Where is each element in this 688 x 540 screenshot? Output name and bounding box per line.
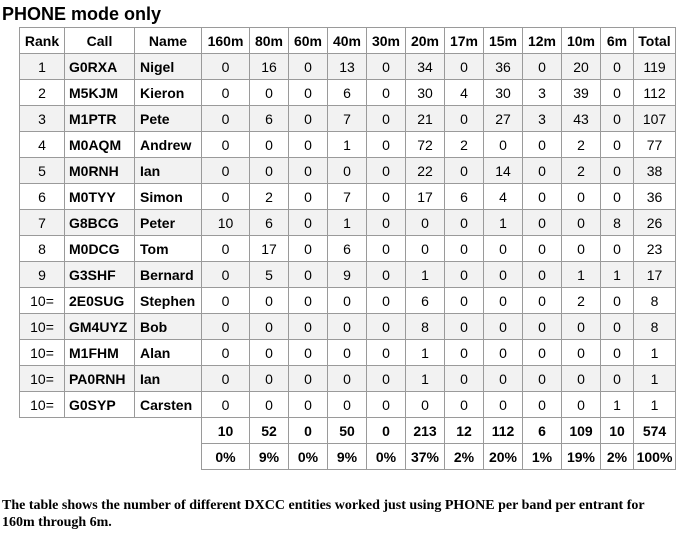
band-cell: 0 [484, 236, 523, 262]
band-cell: 22 [406, 158, 445, 184]
band-cell: 0 [202, 106, 250, 132]
total-cell: 0 [367, 418, 406, 444]
total-cell: 8 [634, 314, 676, 340]
name-cell: Peter [135, 210, 202, 236]
header-row [20, 28, 676, 54]
total-cell: 26 [634, 210, 676, 236]
band-cell: 0 [202, 314, 250, 340]
band-cell: 0 [523, 314, 562, 340]
name-cell: Bob [135, 314, 202, 340]
callsign-cell: PA0RNH [65, 366, 135, 392]
header-cell: 40m [328, 28, 367, 54]
table-row [20, 288, 676, 314]
callsign-cell: GM4UYZ [65, 314, 135, 340]
band-cell: 0 [202, 184, 250, 210]
percent-cell: 19% [562, 444, 601, 470]
rank-cell: 7 [20, 210, 65, 236]
band-cell: 17 [250, 236, 289, 262]
band-cell: 0 [601, 340, 634, 366]
band-cell: 0 [523, 340, 562, 366]
band-cell: 0 [328, 366, 367, 392]
header-cell: 6m [601, 28, 634, 54]
table-row [20, 106, 676, 132]
band-cell: 21 [406, 106, 445, 132]
table-row [20, 80, 676, 106]
band-cell: 0 [445, 106, 484, 132]
name-cell: Stephen [135, 288, 202, 314]
name-cell: Tom [135, 236, 202, 262]
band-cell: 2 [562, 132, 601, 158]
rank-cell: 10= [20, 366, 65, 392]
header-cell: 17m [445, 28, 484, 54]
callsign-cell: M1FHM [65, 340, 135, 366]
callsign-cell: G3SHF [65, 262, 135, 288]
band-cell: 0 [250, 366, 289, 392]
total-cell: 0 [289, 418, 328, 444]
callsign-cell: G0RXA [65, 54, 135, 80]
band-cell: 10 [202, 210, 250, 236]
band-cell: 0 [328, 314, 367, 340]
percent-cell: 100% [634, 444, 676, 470]
band-cell: 0 [289, 262, 328, 288]
band-cell: 0 [289, 80, 328, 106]
name-cell: Nigel [135, 54, 202, 80]
band-cell: 0 [445, 314, 484, 340]
band-cell: 2 [250, 184, 289, 210]
band-cell: 0 [562, 184, 601, 210]
band-cell: 0 [523, 132, 562, 158]
totals-row [20, 418, 676, 444]
name-cell: Ian [135, 158, 202, 184]
band-cell: 30 [406, 80, 445, 106]
callsign-cell: G8BCG [65, 210, 135, 236]
band-cell: 1 [406, 366, 445, 392]
band-cell: 0 [601, 132, 634, 158]
total-cell: 109 [562, 418, 601, 444]
band-cell: 0 [484, 392, 523, 418]
rank-cell: 5 [20, 158, 65, 184]
band-cell: 0 [601, 106, 634, 132]
band-cell: 0 [445, 236, 484, 262]
band-cell: 0 [523, 210, 562, 236]
band-cell: 0 [289, 340, 328, 366]
band-cell: 0 [523, 262, 562, 288]
band-cell: 0 [289, 210, 328, 236]
band-cell: 4 [484, 184, 523, 210]
band-cell: 0 [562, 392, 601, 418]
rank-cell: 1 [20, 54, 65, 80]
band-cell: 0 [250, 158, 289, 184]
band-cell: 0 [523, 236, 562, 262]
total-cell: 10 [202, 418, 250, 444]
name-cell: Kieron [135, 80, 202, 106]
total-cell: 17 [634, 262, 676, 288]
band-cell: 0 [484, 314, 523, 340]
total-cell: 77 [634, 132, 676, 158]
header-cell: Total [634, 28, 676, 54]
band-cell: 0 [562, 314, 601, 340]
band-cell: 0 [202, 158, 250, 184]
band-cell: 0 [289, 314, 328, 340]
band-cell: 0 [250, 340, 289, 366]
band-cell: 0 [445, 340, 484, 366]
band-cell: 0 [406, 236, 445, 262]
band-cell: 0 [523, 54, 562, 80]
band-cell: 72 [406, 132, 445, 158]
total-cell: 6 [523, 418, 562, 444]
band-cell: 0 [289, 184, 328, 210]
band-cell: 1 [406, 262, 445, 288]
band-cell: 0 [562, 366, 601, 392]
band-cell: 0 [289, 366, 328, 392]
band-cell: 0 [250, 392, 289, 418]
total-cell: 574 [634, 418, 676, 444]
table-body [20, 54, 676, 418]
band-cell: 0 [601, 236, 634, 262]
percent-cell: 1% [523, 444, 562, 470]
header-cell: 15m [484, 28, 523, 54]
band-cell: 0 [367, 80, 406, 106]
totals-spacer [20, 418, 202, 444]
callsign-cell: M5KJM [65, 80, 135, 106]
band-cell: 0 [601, 158, 634, 184]
header-cell: 80m [250, 28, 289, 54]
band-cell: 0 [523, 158, 562, 184]
band-cell: 0 [367, 106, 406, 132]
table-row [20, 158, 676, 184]
band-cell: 6 [250, 106, 289, 132]
band-cell: 0 [289, 54, 328, 80]
header-cell: Rank [20, 28, 65, 54]
band-cell: 0 [523, 392, 562, 418]
band-cell: 6 [250, 210, 289, 236]
percent-cell: 37% [406, 444, 445, 470]
band-cell: 0 [250, 314, 289, 340]
band-cell: 36 [484, 54, 523, 80]
rank-cell: 10= [20, 288, 65, 314]
band-cell: 0 [367, 366, 406, 392]
band-cell: 3 [523, 106, 562, 132]
header-cell: 60m [289, 28, 328, 54]
band-cell: 0 [601, 80, 634, 106]
band-cell: 0 [367, 158, 406, 184]
band-cell: 0 [367, 288, 406, 314]
band-cell: 7 [328, 184, 367, 210]
band-cell: 5 [250, 262, 289, 288]
band-cell: 0 [202, 80, 250, 106]
band-cell: 27 [484, 106, 523, 132]
total-cell: 23 [634, 236, 676, 262]
band-cell: 4 [445, 80, 484, 106]
callsign-cell: M0DCG [65, 236, 135, 262]
band-cell: 0 [601, 184, 634, 210]
percent-cell: 9% [250, 444, 289, 470]
band-cell: 0 [523, 366, 562, 392]
band-cell: 3 [523, 80, 562, 106]
table-row [20, 340, 676, 366]
band-cell: 9 [328, 262, 367, 288]
band-cell: 1 [328, 210, 367, 236]
table-row [20, 366, 676, 392]
header-cell: 20m [406, 28, 445, 54]
band-cell: 1 [562, 262, 601, 288]
band-cell: 0 [484, 132, 523, 158]
table-description: The table shows the number of different DXCC entities worked just using PHONE per band per entrant for 160m through 6m. [2, 498, 645, 530]
table-row [20, 314, 676, 340]
band-cell: 1 [601, 392, 634, 418]
band-cell: 0 [367, 340, 406, 366]
band-cell: 6 [328, 236, 367, 262]
callsign-cell: M1PTR [65, 106, 135, 132]
band-cell: 14 [484, 158, 523, 184]
rank-cell: 9 [20, 262, 65, 288]
band-cell: 0 [484, 288, 523, 314]
percent-cell: 0% [367, 444, 406, 470]
table-row [20, 54, 676, 80]
band-cell: 0 [484, 366, 523, 392]
band-cell: 0 [328, 288, 367, 314]
callsign-cell: 2E0SUG [65, 288, 135, 314]
callsign-cell: M0RNH [65, 158, 135, 184]
band-cell: 6 [328, 80, 367, 106]
band-cell: 13 [328, 54, 367, 80]
band-cell: 0 [289, 158, 328, 184]
band-cell: 8 [601, 210, 634, 236]
total-cell: 10 [601, 418, 634, 444]
band-cell: 0 [406, 392, 445, 418]
percent-cell: 20% [484, 444, 523, 470]
band-cell: 0 [601, 314, 634, 340]
header-cell: 30m [367, 28, 406, 54]
band-cell: 0 [289, 132, 328, 158]
band-cell: 0 [289, 106, 328, 132]
band-cell: 0 [202, 132, 250, 158]
band-cell: 0 [562, 236, 601, 262]
header-cell: 160m [202, 28, 250, 54]
band-cell: 43 [562, 106, 601, 132]
band-cell: 0 [289, 392, 328, 418]
total-cell: 12 [445, 418, 484, 444]
table-row [20, 132, 676, 158]
band-cell: 0 [202, 392, 250, 418]
total-cell: 112 [484, 418, 523, 444]
band-cell: 1 [328, 132, 367, 158]
total-cell: 8 [634, 288, 676, 314]
band-cell: 0 [367, 210, 406, 236]
band-cell: 2 [562, 158, 601, 184]
table-row [20, 236, 676, 262]
header-cell: Name [135, 28, 202, 54]
band-cell: 0 [367, 236, 406, 262]
total-cell: 38 [634, 158, 676, 184]
total-cell: 1 [634, 366, 676, 392]
band-cell: 0 [250, 132, 289, 158]
band-cell: 0 [202, 236, 250, 262]
total-cell: 50 [328, 418, 367, 444]
header-cell: 12m [523, 28, 562, 54]
band-cell: 0 [562, 340, 601, 366]
band-cell: 0 [445, 54, 484, 80]
rank-cell: 10= [20, 314, 65, 340]
total-cell: 112 [634, 80, 676, 106]
band-cell: 0 [367, 314, 406, 340]
header-cell: Call [65, 28, 135, 54]
band-cell: 0 [289, 236, 328, 262]
band-cell: 0 [484, 262, 523, 288]
callsign-cell: M0TYY [65, 184, 135, 210]
band-cell: 0 [289, 288, 328, 314]
band-cell: 0 [202, 54, 250, 80]
results-table [19, 27, 676, 470]
percent-row [20, 444, 676, 470]
name-cell: Alan [135, 340, 202, 366]
band-cell: 0 [562, 210, 601, 236]
page-title: PHONE mode only [2, 4, 162, 24]
name-cell: Ian [135, 366, 202, 392]
band-cell: 30 [484, 80, 523, 106]
band-cell: 1 [601, 262, 634, 288]
band-cell: 6 [445, 184, 484, 210]
name-cell: Bernard [135, 262, 202, 288]
band-cell: 0 [328, 158, 367, 184]
band-cell: 6 [406, 288, 445, 314]
band-cell: 17 [406, 184, 445, 210]
rank-cell: 2 [20, 80, 65, 106]
band-cell: 0 [367, 184, 406, 210]
table-row [20, 392, 676, 418]
name-cell: Andrew [135, 132, 202, 158]
name-cell: Pete [135, 106, 202, 132]
table-row [20, 184, 676, 210]
percent-cell: 0% [202, 444, 250, 470]
percent-cell: 2% [445, 444, 484, 470]
rank-cell: 3 [20, 106, 65, 132]
percent-cell: 2% [601, 444, 634, 470]
name-cell: Simon [135, 184, 202, 210]
band-cell: 0 [367, 262, 406, 288]
band-cell: 0 [367, 132, 406, 158]
name-cell: Carsten [135, 392, 202, 418]
band-cell: 0 [601, 288, 634, 314]
band-cell: 7 [328, 106, 367, 132]
band-cell: 0 [328, 340, 367, 366]
total-cell: 36 [634, 184, 676, 210]
table-row [20, 210, 676, 236]
band-cell: 39 [562, 80, 601, 106]
band-cell: 0 [523, 288, 562, 314]
callsign-cell: G0SYP [65, 392, 135, 418]
band-cell: 0 [202, 262, 250, 288]
percent-cell: 0% [289, 444, 328, 470]
band-cell: 0 [202, 366, 250, 392]
percent-cell: 9% [328, 444, 367, 470]
total-cell: 119 [634, 54, 676, 80]
table-row [20, 262, 676, 288]
rank-cell: 10= [20, 340, 65, 366]
band-cell: 0 [601, 54, 634, 80]
band-cell: 0 [202, 340, 250, 366]
band-cell: 0 [250, 288, 289, 314]
total-cell: 1 [634, 392, 676, 418]
band-cell: 0 [406, 210, 445, 236]
callsign-cell: M0AQM [65, 132, 135, 158]
rank-cell: 4 [20, 132, 65, 158]
band-cell: 0 [250, 80, 289, 106]
total-cell: 213 [406, 418, 445, 444]
band-cell: 0 [367, 392, 406, 418]
band-cell: 0 [523, 184, 562, 210]
band-cell: 0 [445, 210, 484, 236]
band-cell: 2 [562, 288, 601, 314]
band-cell: 0 [601, 366, 634, 392]
band-cell: 34 [406, 54, 445, 80]
band-cell: 0 [328, 392, 367, 418]
total-cell: 1 [634, 340, 676, 366]
rank-cell: 8 [20, 236, 65, 262]
band-cell: 0 [445, 288, 484, 314]
band-cell: 0 [445, 262, 484, 288]
band-cell: 8 [406, 314, 445, 340]
percent-spacer [20, 444, 202, 470]
rank-cell: 6 [20, 184, 65, 210]
total-cell: 52 [250, 418, 289, 444]
band-cell: 1 [484, 210, 523, 236]
rank-cell: 10= [20, 392, 65, 418]
band-cell: 0 [445, 366, 484, 392]
band-cell: 0 [445, 158, 484, 184]
band-cell: 16 [250, 54, 289, 80]
band-cell: 0 [202, 288, 250, 314]
band-cell: 0 [367, 54, 406, 80]
header-cell: 10m [562, 28, 601, 54]
total-cell: 107 [634, 106, 676, 132]
band-cell: 20 [562, 54, 601, 80]
band-cell: 0 [484, 340, 523, 366]
band-cell: 1 [406, 340, 445, 366]
band-cell: 0 [445, 392, 484, 418]
band-cell: 2 [445, 132, 484, 158]
